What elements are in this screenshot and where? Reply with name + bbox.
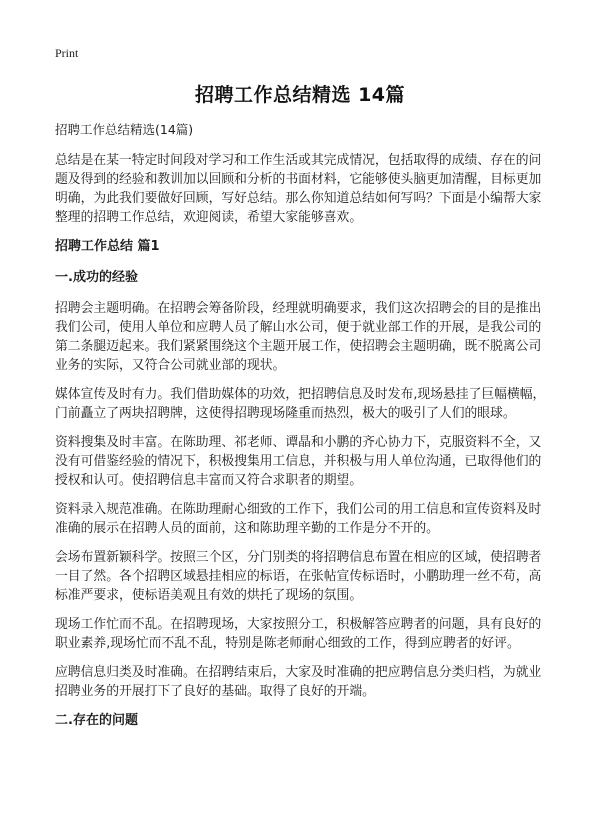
document-subtitle: 招聘工作总结精选(14篇) xyxy=(55,122,194,137)
paragraph-materials: 资料搜集及时丰富。在陈助理、祁老师、谭晶和小鹏的齐心协力下，克服资料不全，又没有可借鉴经验的情况下，积极搜集用工信息，并积极与用人单位沟通，已取得他们的授权和认可。使招聘信息丰富而又符合求职者的期望。 xyxy=(55,435,542,488)
paragraph-media: 媒体宣传及时有力。我们借助媒体的功效，把招聘信息及时发布,现场悬挂了巨幅横幅，门前矗立了两块招聘牌，这使得招聘现场隆重而热烈，极大的吸引了人们的眼球。 xyxy=(55,387,546,421)
paragraph-onsite: 现场工作忙而不乱。在招聘现场，大家按照分工，积极解答应聘者的问题，具有良好的职业素养,现场忙而不乱不乱，特别是陈老师耐心细致的工作，得到应聘者的好评。 xyxy=(55,617,542,651)
paragraph-theme: 招聘会主题明确。在招聘会筹备阶段，经理就明确要求，我们这次招聘会的目的是推出我们公司，使用人单位和应聘人员了解山水公司，便于就业部工作的开展，是我公司的第二条腿迈起来。我们紧紧围绕这个主题开展工作，使招聘会主题明确，既不脱离公司业务的实际，又符合公司就业部的现状。 xyxy=(55,301,542,373)
article-heading: 招聘工作总结 篇1 xyxy=(55,239,160,254)
intro-paragraph: 总结是在某一特定时间段对学习和工作生活或其完成情况，包括取得的成绩、存在的问题及得到的经验和教训加以回顾和分析的书面材料，它能够使头脑更加清醒，目标更加明确，为此我们要做好回顾，写好总结。那么你知道总结如何写吗？下面是小编帮大家整理的招聘工作总结，欢迎阅读，希望大家能够喜欢。 xyxy=(55,153,542,225)
section-heading-success: 一.成功的经验 xyxy=(55,270,138,285)
paragraph-venue: 会场布置新颖科学。按照三个区，分门别类的将招聘信息布置在相应的区域，使招聘者一目了然。各个招聘区域悬挂相应的标语，在张帖宣传标语时，小鹏助理一丝不苟，高标准严要求，使标语美观且有效的烘托了现场的氛围。 xyxy=(55,550,542,603)
paragraph-filing: 应聘信息归类及时准确。在招聘结束后，大家及时准确的把应聘信息分类归档，为就业招聘业务的开展打下了良好的基础。取得了良好的开端。 xyxy=(55,665,542,699)
section-heading-problems: 二.存在的问题 xyxy=(55,713,138,728)
print-label: Print xyxy=(55,46,79,60)
document-body xyxy=(55,121,550,742)
document-title: 招聘工作总结精选 14篇 xyxy=(194,84,406,106)
paragraph-data-entry: 资料录入规范准确。在陈助理耐心细致的工作下，我们公司的用工信息和宣传资料及时准确的展示在招聘人员的面前，这和陈助理辛勤的工作是分不开的。 xyxy=(55,502,542,536)
